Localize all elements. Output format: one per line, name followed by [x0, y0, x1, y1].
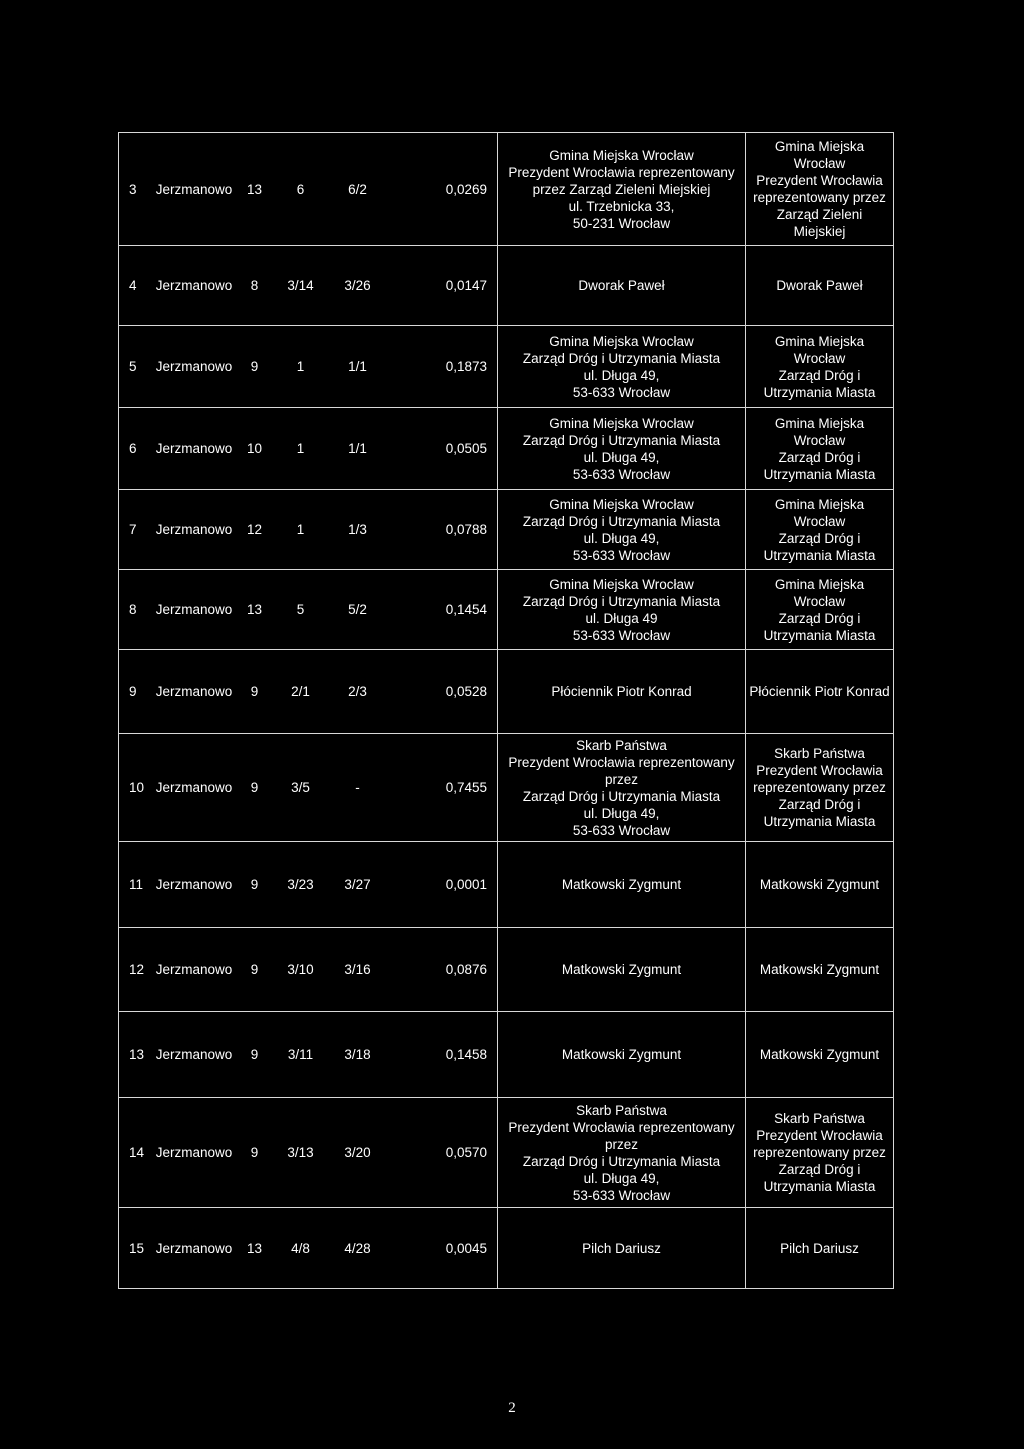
owner-line: Gmina Miejska Wrocław	[549, 333, 694, 349]
table-row	[119, 1098, 894, 1208]
owner-line: Pilch Dariusz	[582, 1240, 661, 1256]
parcel-table	[118, 132, 894, 1289]
owner-line: Matkowski Zygmunt	[561, 877, 682, 892]
lp-cell: 15	[119, 1208, 151, 1289]
table-row	[119, 326, 894, 408]
am-cell: 9	[238, 1012, 272, 1098]
am-cell: 13	[238, 1208, 272, 1289]
owner-line: Matkowski Zygmunt	[759, 877, 880, 892]
owner-new-cell	[746, 490, 894, 570]
owner-line: 53-633 Wrocław	[572, 547, 671, 563]
page-number: 2	[508, 1400, 516, 1416]
am-cell: 10	[238, 408, 272, 490]
owner-line: Utrzymania Miasta	[763, 627, 876, 643]
area-cell: 0,1458	[386, 1012, 498, 1098]
owner-new-cell	[746, 734, 894, 842]
old-parcel-cell: 1	[272, 490, 330, 570]
owner-line: Zarząd Dróg i Utrzymania Miasta	[522, 513, 721, 529]
owner-line: Gmina Miejska Wrocław	[549, 147, 694, 163]
new-parcel-cell: 3/20	[330, 1098, 386, 1208]
owner-line: Płóciennik Piotr Konrad	[749, 684, 890, 699]
owner-line: Zarząd Dróg i Utrzymania Miasta	[522, 593, 721, 609]
old-parcel-cell: 1	[272, 326, 330, 408]
obreb-cell: Jerzmanowo	[151, 650, 238, 734]
area-cell: 0,7455	[386, 734, 498, 842]
lp-cell: 5	[119, 326, 151, 408]
lp-cell: 10	[119, 734, 151, 842]
lp-cell: 11	[119, 842, 151, 928]
owner-old-cell	[498, 928, 746, 1012]
owner-line: Prezydent Wrocławia reprezentowany	[508, 754, 735, 770]
table-row	[119, 570, 894, 650]
owner-line: Dworak Paweł	[776, 278, 863, 293]
owner-line: Zarząd Dróg i	[778, 610, 861, 626]
table-row	[119, 734, 894, 842]
owner-new-cell	[746, 1098, 894, 1208]
owner-line: Utrzymania Miasta	[763, 466, 876, 482]
owner-line: Matkowski Zygmunt	[561, 962, 682, 977]
new-parcel-cell: 3/27	[330, 842, 386, 928]
owner-line: ul. Długa 49,	[583, 367, 660, 383]
owner-line: 53-633 Wrocław	[572, 627, 671, 643]
owner-line: Zarząd Dróg i	[778, 367, 861, 383]
owner-line: Gmina Miejska Wrocław	[549, 496, 694, 512]
old-parcel-cell: 3/11	[272, 1012, 330, 1098]
owner-line: Gmina Miejska Wrocław	[774, 333, 865, 366]
owner-line: Skarb Państwa	[576, 1102, 667, 1118]
lp-cell: 4	[119, 246, 151, 326]
owner-line: Prezydent Wrocławia	[756, 763, 883, 778]
obreb-cell: Jerzmanowo	[151, 1098, 238, 1208]
area-cell: 0,0045	[386, 1208, 498, 1289]
am-cell: 9	[238, 650, 272, 734]
owner-line: 53-633 Wrocław	[572, 466, 671, 482]
obreb-cell: Jerzmanowo	[151, 1012, 238, 1098]
old-parcel-cell: 1	[272, 408, 330, 490]
obreb-cell: Jerzmanowo	[151, 928, 238, 1012]
owner-line: Pilch Dariusz	[780, 1240, 859, 1256]
owner-line: Zarząd Zieleni Miejskiej	[776, 207, 863, 239]
owner-line: Zarząd Dróg i Utrzymania Miasta	[522, 432, 721, 448]
am-cell: 9	[238, 1098, 272, 1208]
owner-line: Matkowski Zygmunt	[759, 1047, 880, 1062]
lp-cell: 13	[119, 1012, 151, 1098]
owner-line: Gmina Miejska Wrocław	[774, 496, 865, 529]
area-cell: 0,0147	[386, 246, 498, 326]
owner-new-cell	[746, 570, 894, 650]
new-parcel-cell: 1/1	[330, 408, 386, 490]
owner-line: Utrzymania Miasta	[763, 814, 876, 829]
owner-line: Skarb Państwa	[774, 1111, 865, 1126]
owner-line: 53-633 Wrocław	[572, 1187, 671, 1203]
owner-line: Dworak Paweł	[578, 278, 665, 293]
table-row	[119, 1012, 894, 1098]
old-parcel-cell: 4/8	[272, 1208, 330, 1289]
owner-new-cell	[746, 246, 894, 326]
am-cell: 9	[238, 734, 272, 842]
owner-line: Płóciennik Piotr Konrad	[551, 684, 692, 699]
area-cell: 0,1454	[386, 570, 498, 650]
am-cell: 9	[238, 842, 272, 928]
owner-old-cell	[498, 408, 746, 490]
owner-line: ul. Długa 49,	[583, 805, 660, 821]
owner-line: Prezydent Wrocławia	[756, 1128, 883, 1143]
owner-line: Utrzymania Miasta	[763, 1179, 876, 1194]
new-parcel-cell: -	[330, 734, 386, 842]
owner-line: Gmina Miejska Wrocław	[774, 139, 865, 171]
owner-line: 53-633 Wrocław	[572, 822, 671, 838]
obreb-cell: Jerzmanowo	[151, 490, 238, 570]
owner-old-cell	[498, 246, 746, 326]
owner-line: ul. Długa 49	[585, 610, 658, 626]
obreb-cell: Jerzmanowo	[151, 133, 238, 246]
table-row	[119, 246, 894, 326]
owner-old-cell	[498, 1012, 746, 1098]
owner-line: 50-231 Wrocław	[572, 215, 671, 231]
owner-old-cell	[498, 1208, 746, 1289]
owner-line: ul. Długa 49,	[583, 530, 660, 546]
area-cell: 0,1873	[386, 326, 498, 408]
new-parcel-cell: 1/1	[330, 326, 386, 408]
table-row	[119, 490, 894, 570]
old-parcel-cell: 3/23	[272, 842, 330, 928]
owner-line: Zarząd Dróg i	[778, 530, 861, 546]
area-cell: 0,0528	[386, 650, 498, 734]
new-parcel-cell: 3/18	[330, 1012, 386, 1098]
old-parcel-cell: 3/10	[272, 928, 330, 1012]
owner-old-cell	[498, 490, 746, 570]
owner-line: Prezydent Wrocławia	[756, 173, 883, 188]
owner-line: Zarząd Dróg i	[778, 797, 861, 812]
table-row	[119, 842, 894, 928]
old-parcel-cell: 6	[272, 133, 330, 246]
owner-old-cell	[498, 570, 746, 650]
owner-old-cell	[498, 734, 746, 842]
new-parcel-cell: 6/2	[330, 133, 386, 246]
am-cell: 13	[238, 570, 272, 650]
am-cell: 9	[238, 928, 272, 1012]
owner-line: Gmina Miejska Wrocław	[549, 415, 694, 431]
lp-cell: 8	[119, 570, 151, 650]
owner-line: ul. Długa 49,	[583, 1170, 660, 1186]
obreb-cell: Jerzmanowo	[151, 734, 238, 842]
old-parcel-cell: 2/1	[272, 650, 330, 734]
owner-line: Zarząd Dróg i Utrzymania Miasta	[522, 788, 721, 804]
old-parcel-cell: 3/5	[272, 734, 330, 842]
obreb-cell: Jerzmanowo	[151, 570, 238, 650]
new-parcel-cell: 4/28	[330, 1208, 386, 1289]
owner-line: Matkowski Zygmunt	[759, 962, 880, 977]
area-cell: 0,0788	[386, 490, 498, 570]
owner-old-cell	[498, 1098, 746, 1208]
owner-new-cell	[746, 408, 894, 490]
owner-new-cell	[746, 1208, 894, 1289]
owner-old-cell	[498, 650, 746, 734]
area-cell: 0,0876	[386, 928, 498, 1012]
owner-line: reprezentowany przez	[753, 190, 886, 205]
owner-line: reprezentowany przez	[753, 780, 886, 795]
owner-line: przez Zarząd Zieleni Miejskiej	[532, 181, 711, 197]
owner-line: Skarb Państwa	[774, 746, 865, 761]
new-parcel-cell: 5/2	[330, 570, 386, 650]
obreb-cell: Jerzmanowo	[151, 326, 238, 408]
owner-line: Zarząd Dróg i Utrzymania Miasta	[522, 350, 721, 366]
lp-cell: 12	[119, 928, 151, 1012]
owner-line: reprezentowany przez	[753, 1145, 886, 1160]
lp-cell: 9	[119, 650, 151, 734]
owner-line: Prezydent Wrocławia reprezentowany	[508, 164, 735, 180]
old-parcel-cell: 3/14	[272, 246, 330, 326]
owner-line: przez	[604, 1136, 638, 1152]
area-cell: 0,0001	[386, 842, 498, 928]
lp-cell: 6	[119, 408, 151, 490]
lp-cell: 3	[119, 133, 151, 246]
lp-cell: 7	[119, 490, 151, 570]
owner-line: Zarząd Dróg i	[778, 449, 861, 465]
table-row	[119, 928, 894, 1012]
am-cell: 13	[238, 133, 272, 246]
new-parcel-cell: 3/26	[330, 246, 386, 326]
owner-line: 53-633 Wrocław	[572, 384, 671, 400]
new-parcel-cell: 3/16	[330, 928, 386, 1012]
old-parcel-cell: 3/13	[272, 1098, 330, 1208]
owner-old-cell	[498, 326, 746, 408]
owner-line: Zarząd Dróg i Utrzymania Miasta	[522, 1153, 721, 1169]
old-parcel-cell: 5	[272, 570, 330, 650]
owner-line: Gmina Miejska Wrocław	[774, 415, 865, 448]
area-cell: 0,0269	[386, 133, 498, 246]
owner-new-cell	[746, 842, 894, 928]
owner-new-cell	[746, 650, 894, 734]
area-cell: 0,0505	[386, 408, 498, 490]
obreb-cell: Jerzmanowo	[151, 408, 238, 490]
owner-new-cell	[746, 133, 894, 246]
owner-new-cell	[746, 326, 894, 408]
area-cell: 0,0570	[386, 1098, 498, 1208]
table-row	[119, 408, 894, 490]
table-row	[119, 1208, 894, 1289]
owner-old-cell	[498, 842, 746, 928]
table-row	[119, 133, 894, 246]
owner-new-cell	[746, 928, 894, 1012]
owner-line: Prezydent Wrocławia reprezentowany	[508, 1119, 735, 1135]
new-parcel-cell: 2/3	[330, 650, 386, 734]
owner-new-cell	[746, 1012, 894, 1098]
owner-line: ul. Trzebnicka 33,	[568, 198, 675, 214]
owner-line: Zarząd Dróg i	[778, 1162, 861, 1177]
obreb-cell: Jerzmanowo	[151, 246, 238, 326]
obreb-cell: Jerzmanowo	[151, 1208, 238, 1289]
owner-line: Gmina Miejska Wrocław	[549, 576, 694, 592]
am-cell: 12	[238, 490, 272, 570]
obreb-cell: Jerzmanowo	[151, 842, 238, 928]
am-cell: 8	[238, 246, 272, 326]
owner-line: ul. Długa 49,	[583, 449, 660, 465]
owner-line: Gmina Miejska Wrocław	[774, 576, 865, 609]
owner-line: Skarb Państwa	[576, 737, 667, 753]
owner-line: Utrzymania Miasta	[763, 384, 876, 400]
owner-old-cell	[498, 133, 746, 246]
new-parcel-cell: 1/3	[330, 490, 386, 570]
owner-line: przez	[604, 771, 638, 787]
owner-line: Utrzymania Miasta	[763, 547, 876, 563]
owner-line: Matkowski Zygmunt	[561, 1047, 682, 1062]
lp-cell: 14	[119, 1098, 151, 1208]
am-cell: 9	[238, 326, 272, 408]
table-row	[119, 650, 894, 734]
